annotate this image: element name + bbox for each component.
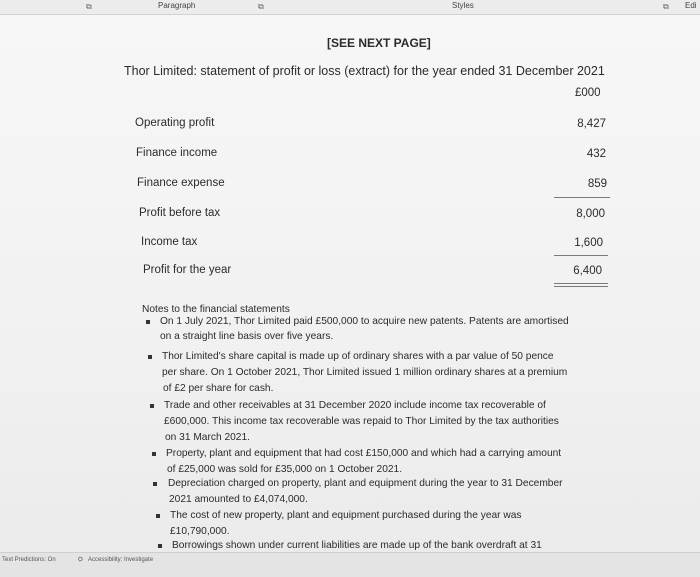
note-line: Borrowings shown under current liabilities are made up of the bank overdraft at 31 xyxy=(172,540,542,551)
notes-title: Notes to the financial statements xyxy=(142,304,290,315)
note-line: on 31 March 2021. xyxy=(165,432,250,443)
dialog-launcher-icon[interactable]: ⧉ xyxy=(258,2,264,11)
row-value: 1,600 xyxy=(574,237,603,249)
note-line: Depreciation charged on property, plant and equipment during the year to 31 December xyxy=(168,478,563,489)
document-page[interactable] xyxy=(0,15,700,552)
accessibility-icon: ⛭ xyxy=(78,557,83,563)
note-line: of £2 per share for cash. xyxy=(163,383,274,394)
bullet-marker xyxy=(148,355,152,359)
note-line: £10,790,000. xyxy=(170,526,230,537)
ribbon-group-paragraph[interactable]: Paragraph xyxy=(158,1,196,10)
row-label: Profit for the year xyxy=(143,264,232,276)
row-value: 8,427 xyxy=(577,118,606,130)
note-line: Thor Limited's share capital is made up of ordinary shares with a par value of 50 pence xyxy=(162,351,554,362)
bullet-marker xyxy=(156,514,160,518)
row-label: Profit before tax xyxy=(139,207,221,219)
text-predictions-status[interactable]: Text Predictions: On xyxy=(2,557,56,563)
ribbon-group-styles[interactable]: Styles xyxy=(452,1,474,10)
row-value: 8,000 xyxy=(576,208,605,220)
row-label: Income tax xyxy=(141,236,198,248)
total-rule xyxy=(554,283,608,284)
accessibility-status[interactable]: Accessibility: Investigate xyxy=(88,557,154,563)
bullet-marker xyxy=(152,452,156,456)
unit-label: £000 xyxy=(575,87,601,99)
note-line: per share. On 1 October 2021, Thor Limited issued 1 million ordinary shares at a premium xyxy=(162,367,568,378)
row-value: 432 xyxy=(586,148,606,160)
note-line: The cost of new property, plant and equipment purchased during the year was xyxy=(170,510,522,521)
row-label: Finance expense xyxy=(137,177,225,189)
note-line: On 1 July 2021, Thor Limited paid £500,000 to acquire new patents. Patents are amortised xyxy=(160,316,569,327)
bullet-marker xyxy=(153,482,157,486)
note-line: 2021 amounted to £4,074,000. xyxy=(169,494,308,505)
row-value: 6,400 xyxy=(573,265,602,277)
row-label: Finance income xyxy=(136,147,218,159)
dialog-launcher-icon[interactable]: ⧉ xyxy=(86,2,92,11)
note-line: of £25,000 was sold for £35,000 on 1 October 2021. xyxy=(167,464,403,475)
status-bar xyxy=(0,552,700,577)
subtotal-rule xyxy=(554,197,610,198)
subtotal-rule xyxy=(554,255,608,256)
note-line: on a straight line basis over five years. xyxy=(160,331,334,342)
total-rule xyxy=(554,286,608,287)
statement-title: Thor Limited: statement of profit or loss (extract) for the year ended 31 December 2021 xyxy=(124,64,605,78)
bullet-marker xyxy=(146,320,150,324)
row-value: 859 xyxy=(587,178,607,190)
row-label: Operating profit xyxy=(135,117,215,129)
note-line: Property, plant and equipment that had cost £150,000 and which had a carrying amount xyxy=(166,448,562,459)
note-line: £600,000. This income tax recoverable was repaid to Thor Limited by the tax authorities xyxy=(164,416,559,427)
note-line: Trade and other receivables at 31 December 2020 include income tax recoverable of xyxy=(164,400,546,411)
bullet-marker xyxy=(150,404,154,408)
ribbon-bar xyxy=(0,0,700,15)
ribbon-group-editing[interactable]: Edi xyxy=(685,1,697,10)
bullet-marker xyxy=(158,544,162,548)
dialog-launcher-icon[interactable]: ⧉ xyxy=(663,2,669,11)
page-heading: [SEE NEXT PAGE] xyxy=(327,36,431,50)
